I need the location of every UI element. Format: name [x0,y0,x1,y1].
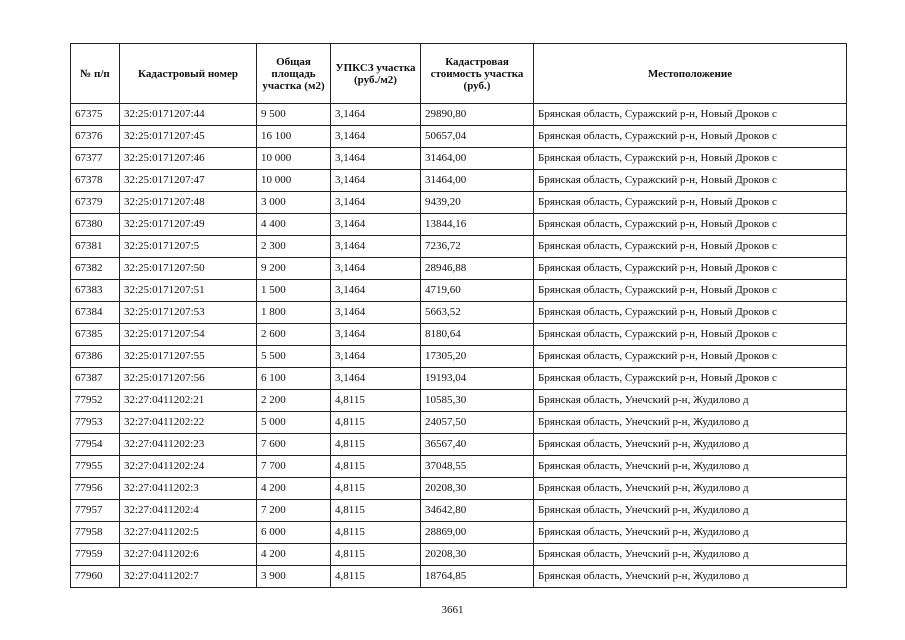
cell-upksz: 3,1464 [331,258,421,280]
cell-cadastral-number: 32:25:0171207:54 [120,324,257,346]
table-row [71,104,847,126]
header-num: № п/п [71,44,120,104]
cell-location: Брянская область, Суражский р-н, Новый Дроков с [534,324,847,346]
cell-location: Брянская область, Унечский р-н, Жудилово д [534,522,847,544]
cell-upksz: 3,1464 [331,214,421,236]
cell-upksz: 3,1464 [331,126,421,148]
cell-cadastral-number: 32:25:0171207:53 [120,302,257,324]
cell-cadastral-number: 32:27:0411202:21 [120,390,257,412]
cell-area: 4 200 [257,544,331,566]
cell-location: Брянская область, Суражский р-н, Новый Дроков с [534,170,847,192]
table-row [71,280,847,302]
cell-cadastral-number: 32:25:0171207:5 [120,236,257,258]
cell-num: 67375 [71,104,120,126]
cell-location: Брянская область, Суражский р-н, Новый Дроков с [534,126,847,148]
table-row [71,412,847,434]
cell-upksz: 3,1464 [331,192,421,214]
cell-cadastral-cost: 9439,20 [421,192,534,214]
cell-cadastral-number: 32:27:0411202:5 [120,522,257,544]
table-row [71,236,847,258]
table-row [71,478,847,500]
cell-num: 67376 [71,126,120,148]
cell-upksz: 4,8115 [331,390,421,412]
cell-num: 67383 [71,280,120,302]
cell-upksz: 4,8115 [331,478,421,500]
cell-num: 77954 [71,434,120,456]
cell-num: 67387 [71,368,120,390]
cell-cadastral-number: 32:25:0171207:48 [120,192,257,214]
cell-num: 77959 [71,544,120,566]
cell-num: 67385 [71,324,120,346]
cell-upksz: 4,8115 [331,522,421,544]
cell-cadastral-cost: 37048,55 [421,456,534,478]
table-row [71,258,847,280]
cell-cadastral-cost: 17305,20 [421,346,534,368]
cell-num: 77952 [71,390,120,412]
cell-cadastral-cost: 36567,40 [421,434,534,456]
cell-upksz: 3,1464 [331,324,421,346]
header-location: Местоположение [534,44,847,104]
cell-location: Брянская область, Суражский р-н, Новый Дроков с [534,280,847,302]
page-number: 3661 [441,604,464,616]
cell-num: 77955 [71,456,120,478]
cell-cadastral-cost: 24057,50 [421,412,534,434]
table-row [71,126,847,148]
cell-cadastral-cost: 18764,85 [421,566,534,588]
header-cadastral-number: Кадастровый номер [120,44,257,104]
cell-cadastral-cost: 34642,80 [421,500,534,522]
cell-cadastral-cost: 50657,04 [421,126,534,148]
cell-upksz: 4,8115 [331,544,421,566]
cell-location: Брянская область, Унечский р-н, Жудилово д [534,544,847,566]
cell-location: Брянская область, Суражский р-н, Новый Дроков с [534,236,847,258]
cell-upksz: 3,1464 [331,280,421,302]
cell-num: 67384 [71,302,120,324]
cell-area: 2 300 [257,236,331,258]
table-row [71,434,847,456]
cell-upksz: 3,1464 [331,104,421,126]
cell-cadastral-cost: 29890,80 [421,104,534,126]
cell-area: 4 400 [257,214,331,236]
cell-area: 9 500 [257,104,331,126]
cell-area: 10 000 [257,148,331,170]
cell-cadastral-cost: 13844,16 [421,214,534,236]
cell-upksz: 3,1464 [331,170,421,192]
cell-num: 77957 [71,500,120,522]
cell-area: 10 000 [257,170,331,192]
cell-cadastral-cost: 28946,88 [421,258,534,280]
cell-num: 67377 [71,148,120,170]
cell-upksz: 4,8115 [331,500,421,522]
cell-location: Брянская область, Суражский р-н, Новый Дроков с [534,104,847,126]
cell-num: 77956 [71,478,120,500]
cell-upksz: 3,1464 [331,302,421,324]
table-row [71,500,847,522]
cell-cadastral-cost: 20208,30 [421,478,534,500]
cell-num: 67382 [71,258,120,280]
cell-cadastral-number: 32:25:0171207:49 [120,214,257,236]
table-row [71,214,847,236]
cell-location: Брянская область, Унечский р-н, Жудилово д [534,390,847,412]
cell-location: Брянская область, Суражский р-н, Новый Дроков с [534,214,847,236]
cell-cadastral-number: 32:27:0411202:3 [120,478,257,500]
cell-upksz: 3,1464 [331,148,421,170]
cell-cadastral-cost: 7236,72 [421,236,534,258]
cell-cadastral-cost: 19193,04 [421,368,534,390]
cell-cadastral-number: 32:27:0411202:24 [120,456,257,478]
table-row [71,544,847,566]
table-row [71,566,847,588]
table-row [71,522,847,544]
cell-cadastral-number: 32:25:0171207:55 [120,346,257,368]
cell-location: Брянская область, Суражский р-н, Новый Дроков с [534,302,847,324]
cell-location: Брянская область, Суражский р-н, Новый Дроков с [534,192,847,214]
cell-location: Брянская область, Унечский р-н, Жудилово д [534,478,847,500]
cell-cadastral-cost: 31464,00 [421,170,534,192]
cell-cadastral-number: 32:27:0411202:4 [120,500,257,522]
cell-location: Брянская область, Унечский р-н, Жудилово д [534,412,847,434]
cell-cadastral-number: 32:25:0171207:56 [120,368,257,390]
cell-cadastral-cost: 31464,00 [421,148,534,170]
cell-location: Брянская область, Суражский р-н, Новый Дроков с [534,258,847,280]
cell-num: 67381 [71,236,120,258]
cell-num: 67380 [71,214,120,236]
table-row [71,390,847,412]
cell-cadastral-cost: 20208,30 [421,544,534,566]
cell-num: 67379 [71,192,120,214]
cell-area: 3 000 [257,192,331,214]
cell-cadastral-cost: 10585,30 [421,390,534,412]
cell-cadastral-number: 32:25:0171207:47 [120,170,257,192]
cell-upksz: 3,1464 [331,236,421,258]
table-row [71,346,847,368]
cell-area: 4 200 [257,478,331,500]
header-upksz: УПКСЗ участка (руб./м2) [331,44,421,104]
cell-area: 6 000 [257,522,331,544]
cell-cadastral-number: 32:25:0171207:50 [120,258,257,280]
header-row [71,44,847,104]
table-row [71,368,847,390]
cell-cadastral-number: 32:25:0171207:51 [120,280,257,302]
cell-area: 5 000 [257,412,331,434]
cadastral-value-table [70,43,847,588]
cell-cadastral-number: 32:25:0171207:44 [120,104,257,126]
cell-cadastral-cost: 4719,60 [421,280,534,302]
cell-cadastral-number: 32:27:0411202:23 [120,434,257,456]
cell-num: 67378 [71,170,120,192]
cell-area: 7 200 [257,500,331,522]
cell-cadastral-cost: 8180,64 [421,324,534,346]
header-area: Общая площадь участка (м2) [257,44,331,104]
cell-location: Брянская область, Суражский р-н, Новый Дроков с [534,346,847,368]
cell-upksz: 4,8115 [331,566,421,588]
cell-cadastral-number: 32:27:0411202:6 [120,544,257,566]
cell-num: 77960 [71,566,120,588]
table-row [71,302,847,324]
cell-area: 1 500 [257,280,331,302]
cell-location: Брянская область, Унечский р-н, Жудилово д [534,456,847,478]
table-row [71,148,847,170]
cell-cadastral-number: 32:25:0171207:45 [120,126,257,148]
cell-num: 67386 [71,346,120,368]
cell-upksz: 4,8115 [331,456,421,478]
cell-num: 77958 [71,522,120,544]
cell-area: 3 900 [257,566,331,588]
cell-cadastral-number: 32:25:0171207:46 [120,148,257,170]
cell-area: 2 600 [257,324,331,346]
cell-upksz: 3,1464 [331,346,421,368]
cell-location: Брянская область, Суражский р-н, Новый Дроков с [534,368,847,390]
cell-cadastral-number: 32:27:0411202:7 [120,566,257,588]
cell-upksz: 4,8115 [331,412,421,434]
cell-area: 1 800 [257,302,331,324]
cell-area: 6 100 [257,368,331,390]
header-cadastral-cost: Кадастровая стоимость участка (руб.) [421,44,534,104]
table-header [71,44,847,104]
cell-area: 5 500 [257,346,331,368]
cell-area: 16 100 [257,126,331,148]
table-row [71,192,847,214]
table-body [71,104,847,588]
cell-upksz: 4,8115 [331,434,421,456]
cell-area: 7 700 [257,456,331,478]
cell-area: 9 200 [257,258,331,280]
cell-cadastral-number: 32:27:0411202:22 [120,412,257,434]
cell-num: 77953 [71,412,120,434]
cell-area: 2 200 [257,390,331,412]
cell-location: Брянская область, Унечский р-н, Жудилово д [534,434,847,456]
cell-location: Брянская область, Унечский р-н, Жудилово д [534,500,847,522]
cell-area: 7 600 [257,434,331,456]
cell-cadastral-cost: 5663,52 [421,302,534,324]
table-row [71,324,847,346]
cell-cadastral-cost: 28869,00 [421,522,534,544]
cell-location: Брянская область, Суражский р-н, Новый Дроков с [534,148,847,170]
table-row [71,170,847,192]
cell-location: Брянская область, Унечский р-н, Жудилово д [534,566,847,588]
table-row [71,456,847,478]
cell-upksz: 3,1464 [331,368,421,390]
